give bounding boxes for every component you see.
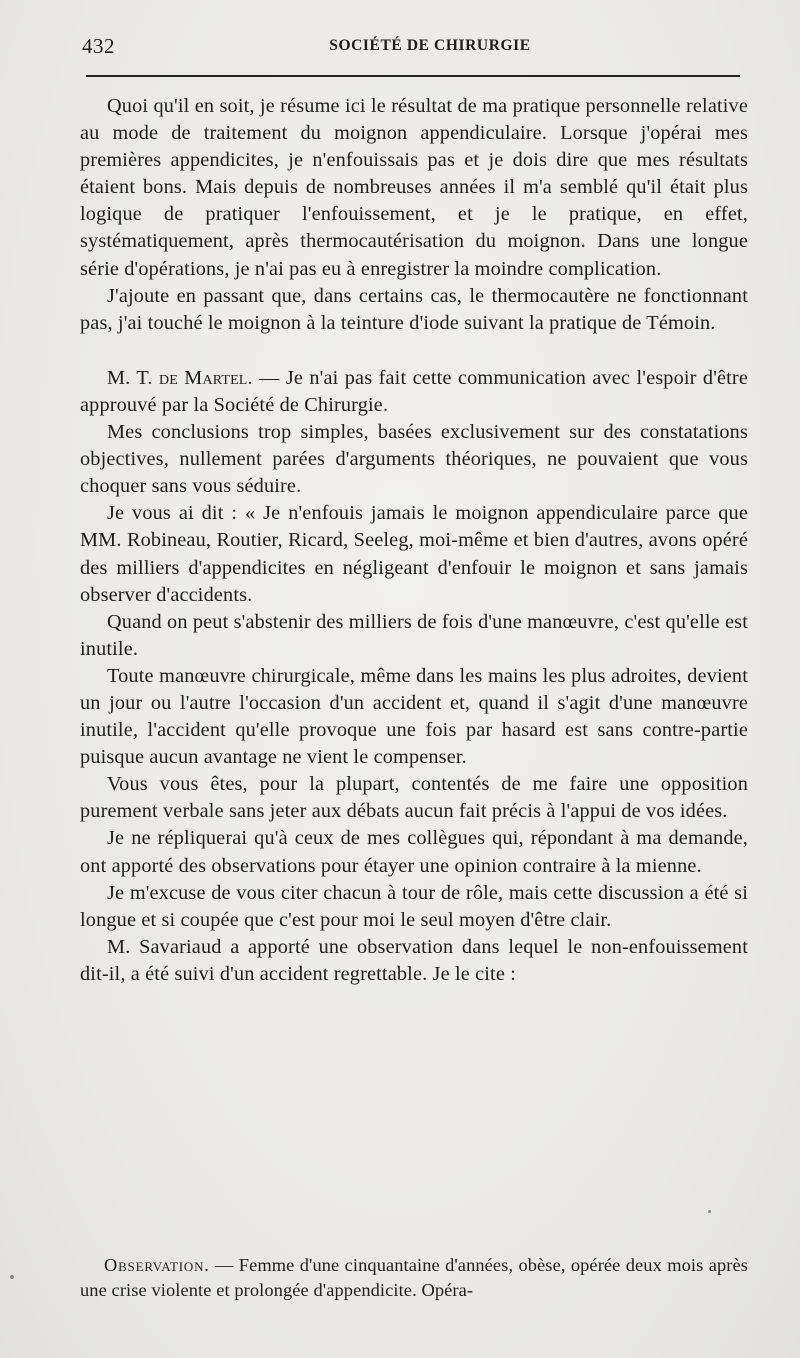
paragraph: J'ajoute en passant que, dans certains cas, le thermocautère ne fonctionnant pas, j'ai touché le moignon à la teinture d'iode suivant la pratique de Témoin. [80, 284, 748, 334]
reply-opening-text: — Je n'ai pas fait cette communication avec l'espoir d'être approuvé par la Société de Chirurgie. [80, 366, 748, 416]
page-header [80, 34, 740, 62]
section-gap [80, 337, 748, 365]
observation-text: — Femme d'une cinquantaine d'années, obèse, opérée deux mois après une crise violente et prolongée d'appendicite. Opéra- [80, 1255, 748, 1300]
paragraph: Mes conclusions trop simples, basées exclusivement sur des constatations objectives, nullement parées d'arguments théoriques, ne pouvaient que vous choquer sans vous séduire. [80, 421, 748, 498]
paragraph: Quoi qu'il en soit, je résume ici le résultat de ma pratique personnelle relative au mode de traitement du moignon appendiculaire. Lorsque j'opérai mes premières appendicites, je n'enfouissais pas et je dois dire que mes résultats étaient bons. Mais depuis de nombreuses années il m'a semblé qu'il était plus logique de pratiquer l'enfouissement, et je le pratique, en effet, systématiquement, après thermocautérisation du moignon. Dans une longue série d'opérations, je n'ai pas eu à enregistrer la moindre complication. [80, 95, 748, 280]
paragraph: Quand on peut s'abstenir des milliers de fois d'une manœuvre, c'est qu'elle est inutile. [80, 610, 748, 660]
observation-block [80, 1253, 748, 1303]
header-rule [86, 75, 740, 77]
observation-paragraph [80, 1253, 748, 1303]
paragraph: Je m'excuse de vous citer chacun à tour de rôle, mais cette discussion a été si longue et si coupée que c'est pour moi le seul moyen d'être clair. [80, 881, 748, 931]
paper-speck [10, 1275, 14, 1279]
observation-label: Observation. [104, 1255, 210, 1275]
reply-opening-paragraph [80, 365, 748, 419]
main-text [80, 93, 748, 988]
paragraph: Toute manœuvre chirurgicale, même dans les mains les plus adroites, devient un jour ou l'autre l'occasion d'un accident et, quand il s'agit d'une manœuvre inutile, l'accident qu'elle provoque une fois par hasard est sans contre-partie puisque aucun avantage ne vient le compenser. [80, 664, 748, 769]
page-number: 432 [82, 34, 115, 58]
paragraph: Je ne répliquerai qu'à ceux de mes collègues qui, répondant à ma demande, ont apporté des observations pour étayer une opinion contraire à la mienne. [80, 827, 748, 877]
paragraph: Vous vous êtes, pour la plupart, contentés de me faire une opposition purement verbale sans jeter aux débats aucun fait précis à l'appui de vos idées. [80, 773, 748, 823]
paragraph: Je vous ai dit : « Je n'enfouis jamais le moignon appendiculaire parce que MM. Robineau, Routier, Ricard, Seeleg, moi-même et bien d'autres, avons opéré des milliers d'appendicites en négligeant d'enfouir le moignon et sans jamais observer d'accidents. [80, 502, 748, 606]
paper-speck [708, 1210, 711, 1213]
running-title: SOCIÉTÉ DE CHIRURGIE [329, 37, 531, 54]
paragraph: M. Savariaud a apporté une observation dans lequel le non-enfouissement dit-il, a été suivi d'un accident regrettable. Je le cite : [80, 935, 748, 985]
speaker-name: M. T. de Martel. [107, 366, 253, 389]
